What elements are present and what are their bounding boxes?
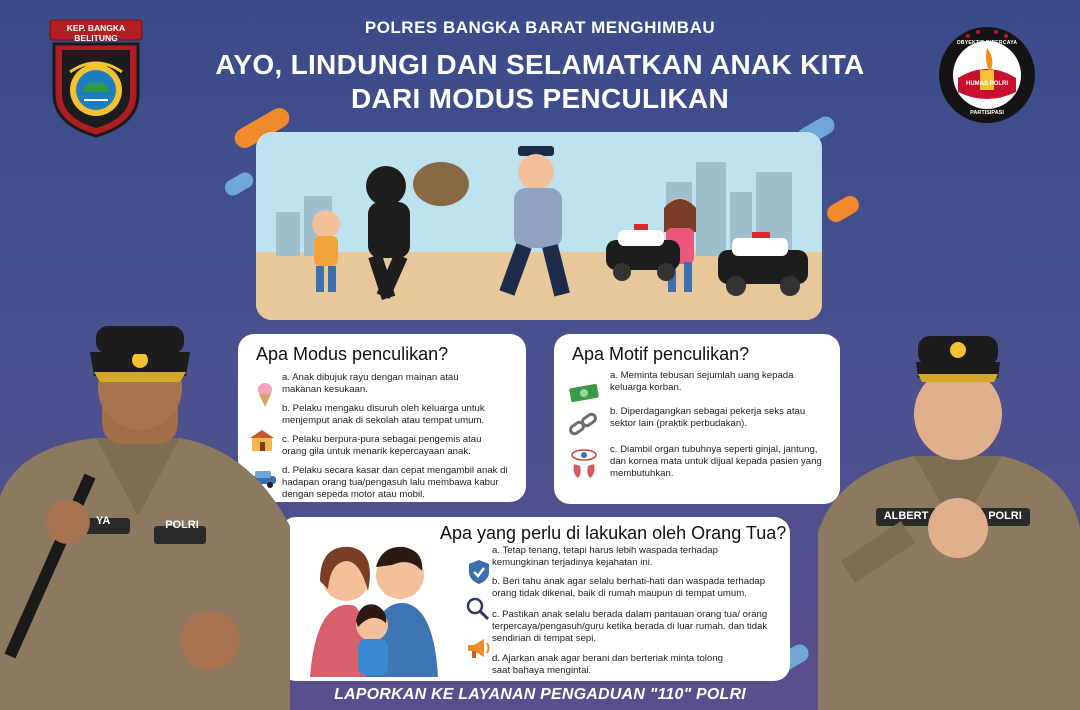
organ-icon xyxy=(568,448,600,482)
magnifier-icon xyxy=(466,597,490,621)
list-item: b. Diperdagangkan sebagai pekerja seks atau sektor lain (praktik perbudakan). xyxy=(610,406,806,429)
list-item: c. Pelaku berpura-pura sebagai pengemis atau orang gila untuk menarik kepercayaan anak. xyxy=(282,434,482,457)
humas-polri-badge-logo xyxy=(938,26,1036,124)
officer-right-nameplate: ALBERT xyxy=(883,510,929,522)
badge-top-text: OBYEKTIF DIPERCAYA xyxy=(956,40,1018,46)
shield-icon xyxy=(468,559,490,585)
decor-blob xyxy=(222,170,256,199)
chain-icon xyxy=(568,412,600,438)
motif-title: Apa Motif penculikan? xyxy=(572,344,750,364)
list-item: b. Beri tahu anak agar selalu berhati-hati dan waspada terhadap orang tidak dikenal, baik di rumah maupun di tempat umum. xyxy=(492,576,766,599)
list-item: d. Ajarkan anak agar berani dan berteriak minta tolong saat bahaya mengintai. xyxy=(492,653,723,676)
parents-title: Apa yang perlu di lakukan oleh Orang Tua? xyxy=(440,523,787,543)
list-item: a. Anak dibujuk rayu dengan mainan atau makanan kesukaan. xyxy=(282,372,459,395)
officer-right-photo xyxy=(818,332,1080,710)
police-badge-logo xyxy=(48,14,144,138)
list-item: d. Pelaku secara kasar dan cepat mengambil anak di hadapan orang tua/pengasuh lalu membawa kabur dengan sepeda motor atau mobil. xyxy=(282,465,508,500)
list-item: a. Meminta tebusan sejumlah uang kepada keluarga korban. xyxy=(610,370,794,393)
motif-card xyxy=(554,334,840,504)
officer-left-photo xyxy=(0,326,290,710)
kidnapping-illustration xyxy=(256,132,822,320)
badge-bottom-text: PARTISIPASI xyxy=(970,110,1004,116)
list-item: b. Pelaku mengaku disuruh oleh keluarga untuk menjemput anak di sekolah atau tempat umum. xyxy=(282,403,485,426)
list-item: c. Diambil organ tubuhnya seperti ginjal, jantung, dan kornea mata untuk dijual kepada pasien yang membutuhkan. xyxy=(610,444,822,479)
officer-left-nameplate: YA xyxy=(96,515,111,527)
family-illustration xyxy=(306,531,440,677)
modus-title: Apa Modus penculikan? xyxy=(256,344,449,364)
decor-blob xyxy=(824,193,862,226)
title-line-2: DARI MODUS PENCULIKAN xyxy=(350,83,730,114)
page-title xyxy=(0,48,1080,116)
header-subtitle: POLRES BANGKA BARAT MENGHIMBAU xyxy=(364,18,716,37)
badge-center-text: HUMAS POLRI xyxy=(966,81,1008,87)
footer-callout: LAPORKAN KE LAYANAN PENGADUAN "110" POLRI xyxy=(334,686,746,703)
badge-ribbon-text: KEP. BANGKA BELITUNG xyxy=(66,23,126,43)
title-line-1: AYO, LINDUNGI DAN SELAMATKAN ANAK KITA xyxy=(215,49,865,80)
list-item: c. Pastikan anak selalu berada dalam pantauan orang tua/ orang terpercaya/pengasuh/guru ketika berada di luar rumah. dan tidak sendirian di tempat sepi. xyxy=(492,609,768,644)
officer-left-tag: POLRI xyxy=(165,519,199,531)
officer-right-tag: POLRI xyxy=(988,510,1022,522)
money-icon xyxy=(568,380,600,404)
megaphone-icon xyxy=(466,637,492,659)
parents-card xyxy=(280,517,790,681)
list-item: a. Tetap tenang, tetapi harus lebih waspada terhadap kemungkinan terjadinya kejahatan ini. xyxy=(492,545,718,568)
